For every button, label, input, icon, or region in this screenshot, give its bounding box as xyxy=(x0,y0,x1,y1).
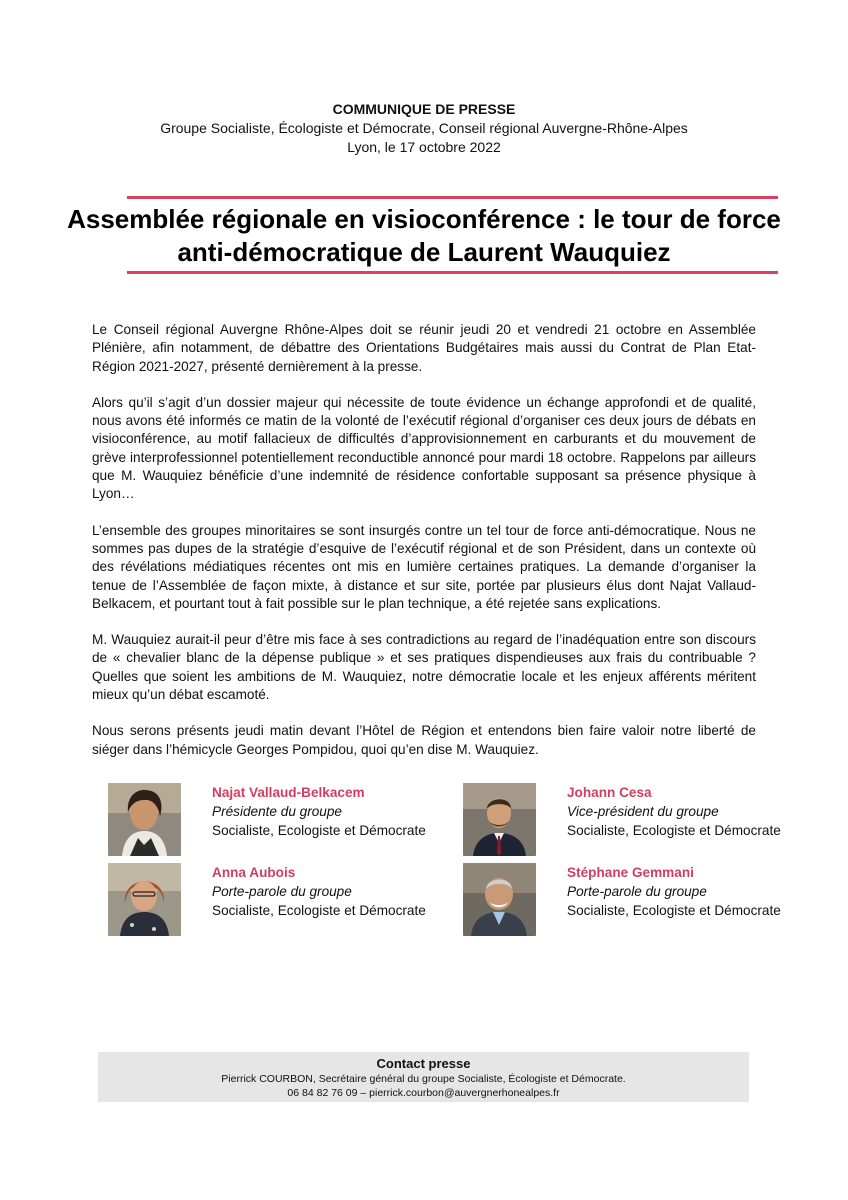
paragraph: Alors qu’il s’agit d’un dossier majeur qui nécessite de toute évidence un échange approfondi et de qualité, nous avons été informés ce matin de la volonté de l’exécutif régional d’organiser ces deux jours de débats en visioconférence, au motif fallacieux de difficultés d’approvisionnement en carburants et du mouvement de grève interprofessionnel potentiellement reconductible annoncé pour mardi 18 octobre. Rappelons par ailleurs que M. Wauquiez bénéficie d’une indemnité de résidence confortable supposant sa présence physique à Lyon… xyxy=(92,394,756,502)
press-contact-box xyxy=(98,1052,749,1102)
press-header xyxy=(0,100,848,157)
person-role: Porte-parole du groupe xyxy=(567,884,707,899)
article-body xyxy=(92,321,756,777)
portrait-photo xyxy=(108,863,181,936)
contact-title: Contact presse xyxy=(376,1056,471,1071)
person-info xyxy=(567,783,781,840)
release-date: Lyon, le 17 octobre 2022 xyxy=(347,139,501,155)
person-group: Socialiste, Ecologiste et Démocrate xyxy=(567,823,781,838)
portrait-photo xyxy=(463,783,536,856)
paragraph: Le Conseil régional Auvergne Rhône-Alpes doit se réunir jeudi 20 et vendredi 21 octobre en Assemblée Plénière, afin notamment, de débattre des Orientations Budgétaires mais aussi du Contrat de Plan Etat-Région 2021-2027, présenté dernièrement à la presse. xyxy=(92,322,756,374)
person-name: Anna Aubois xyxy=(212,865,296,880)
person-name: Johann Cesa xyxy=(567,785,652,800)
portrait-photo xyxy=(108,783,181,856)
person-info xyxy=(567,863,781,920)
paragraph: M. Wauquiez aurait-il peur d’être mis face à ses contradictions au regard de l’inadéquation entre son discours de « chevalier blanc de la dépense publique » et ses pratiques dispendieuses aux frais du contribuable ? Quelles que soient les ambitions de M. Wauquiez, notre démocratie locale et les enjeux afférents méritent mieux qu’un débat escamoté. xyxy=(92,632,756,703)
title-rule-top xyxy=(127,196,778,199)
person-group: Socialiste, Ecologiste et Démocrate xyxy=(567,903,781,918)
person-card-aubois xyxy=(108,863,428,939)
headline xyxy=(60,203,788,269)
paragraph: L’ensemble des groupes minoritaires se sont insurgés contre un tel tour de force anti-démocratique. Nous ne sommes pas dupes de la stratégie d’esquive de l’exécutif régional et de son Président, dans un contexte où des révélations médiatiques récentes ont mis en lumière certaines pratiques. La demande d’organiser la tenue de l’Assemblée de façon mixte, à distance et sur site, portée par plusieurs élus dont Najat Vallaud-Belkacem, et pourtant tout à fait possible sur le plan technique, a été rejetée sans explications. xyxy=(92,522,756,611)
group-name: Groupe Socialiste, Écologiste et Démocrate, Conseil régional Auvergne-Rhône-Alpes xyxy=(160,120,688,136)
person-info xyxy=(212,783,426,840)
person-role: Vice-président du groupe xyxy=(567,804,719,819)
paragraph: Nous serons présents jeudi matin devant l’Hôtel de Région et entendons bien faire valoir notre liberté de siéger dans l’hémicycle Georges Pompidou, quoi qu’en dise M. Wauquiez. xyxy=(92,723,756,757)
portrait-photo xyxy=(463,863,536,936)
contact-person: Pierrick COURBON, Secrétaire général du groupe Socialiste, Écologiste et Démocrate. xyxy=(221,1073,626,1085)
person-name: Stéphane Gemmani xyxy=(567,865,694,880)
person-card-cesa xyxy=(463,783,783,859)
person-role: Porte-parole du groupe xyxy=(212,884,352,899)
person-group: Socialiste, Ecologiste et Démocrate xyxy=(212,823,426,838)
headline-line-1: Assemblée régionale en visioconférence : le tour de force xyxy=(67,204,781,234)
person-info xyxy=(212,863,426,920)
headline-line-2: anti-démocratique de Laurent Wauquiez xyxy=(177,237,671,267)
title-rule-bottom xyxy=(127,271,778,274)
contact-details: 06 84 82 76 09 – pierrick.courbon@auvergnerhonealpes.fr xyxy=(287,1087,560,1099)
person-group: Socialiste, Ecologiste et Démocrate xyxy=(212,903,426,918)
person-card-gemmani xyxy=(463,863,783,939)
person-card-vallaud-belkacem xyxy=(108,783,428,859)
person-name: Najat Vallaud-Belkacem xyxy=(212,785,365,800)
press-release-label: COMMUNIQUE DE PRESSE xyxy=(332,101,516,117)
person-role: Présidente du groupe xyxy=(212,804,342,819)
